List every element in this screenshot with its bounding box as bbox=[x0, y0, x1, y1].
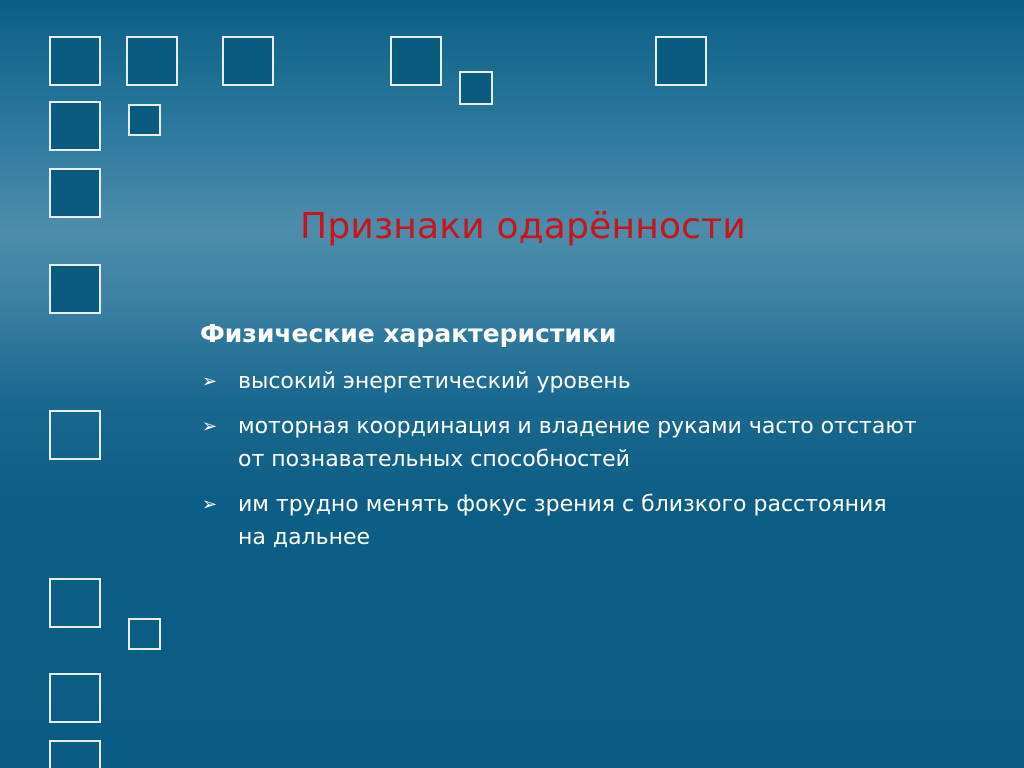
decor-square bbox=[49, 264, 101, 314]
decor-square bbox=[49, 578, 101, 628]
decor-square bbox=[49, 36, 101, 86]
decor-square bbox=[49, 101, 101, 151]
list-item bbox=[200, 365, 920, 398]
arrow-bullet-icon: ➢ bbox=[202, 415, 218, 437]
list-item bbox=[200, 488, 920, 554]
slide-title: Признаки одарённости bbox=[300, 206, 746, 247]
decor-square bbox=[49, 410, 101, 460]
decor-square bbox=[49, 740, 101, 768]
decor-square bbox=[222, 36, 274, 86]
decor-square bbox=[49, 673, 101, 723]
decor-square bbox=[128, 104, 161, 136]
slide-content bbox=[200, 318, 920, 566]
bullet-text: моторная координация и владение руками часто отстают от познавательных способностей bbox=[238, 413, 917, 472]
decor-square bbox=[126, 36, 178, 86]
bullet-text: высокий энергетический уровень bbox=[238, 368, 631, 394]
decor-square bbox=[128, 618, 161, 650]
decor-square bbox=[390, 36, 442, 86]
list-item bbox=[200, 410, 920, 476]
bullet-list bbox=[200, 365, 920, 554]
decor-square bbox=[655, 36, 707, 86]
arrow-bullet-icon: ➢ bbox=[202, 370, 218, 392]
decor-square bbox=[459, 71, 493, 105]
bullet-text: им трудно менять фокус зрения с близкого расстояния на дальнее bbox=[238, 491, 887, 550]
arrow-bullet-icon: ➢ bbox=[202, 493, 218, 515]
section-subtitle: Физические характеристики bbox=[200, 319, 617, 348]
